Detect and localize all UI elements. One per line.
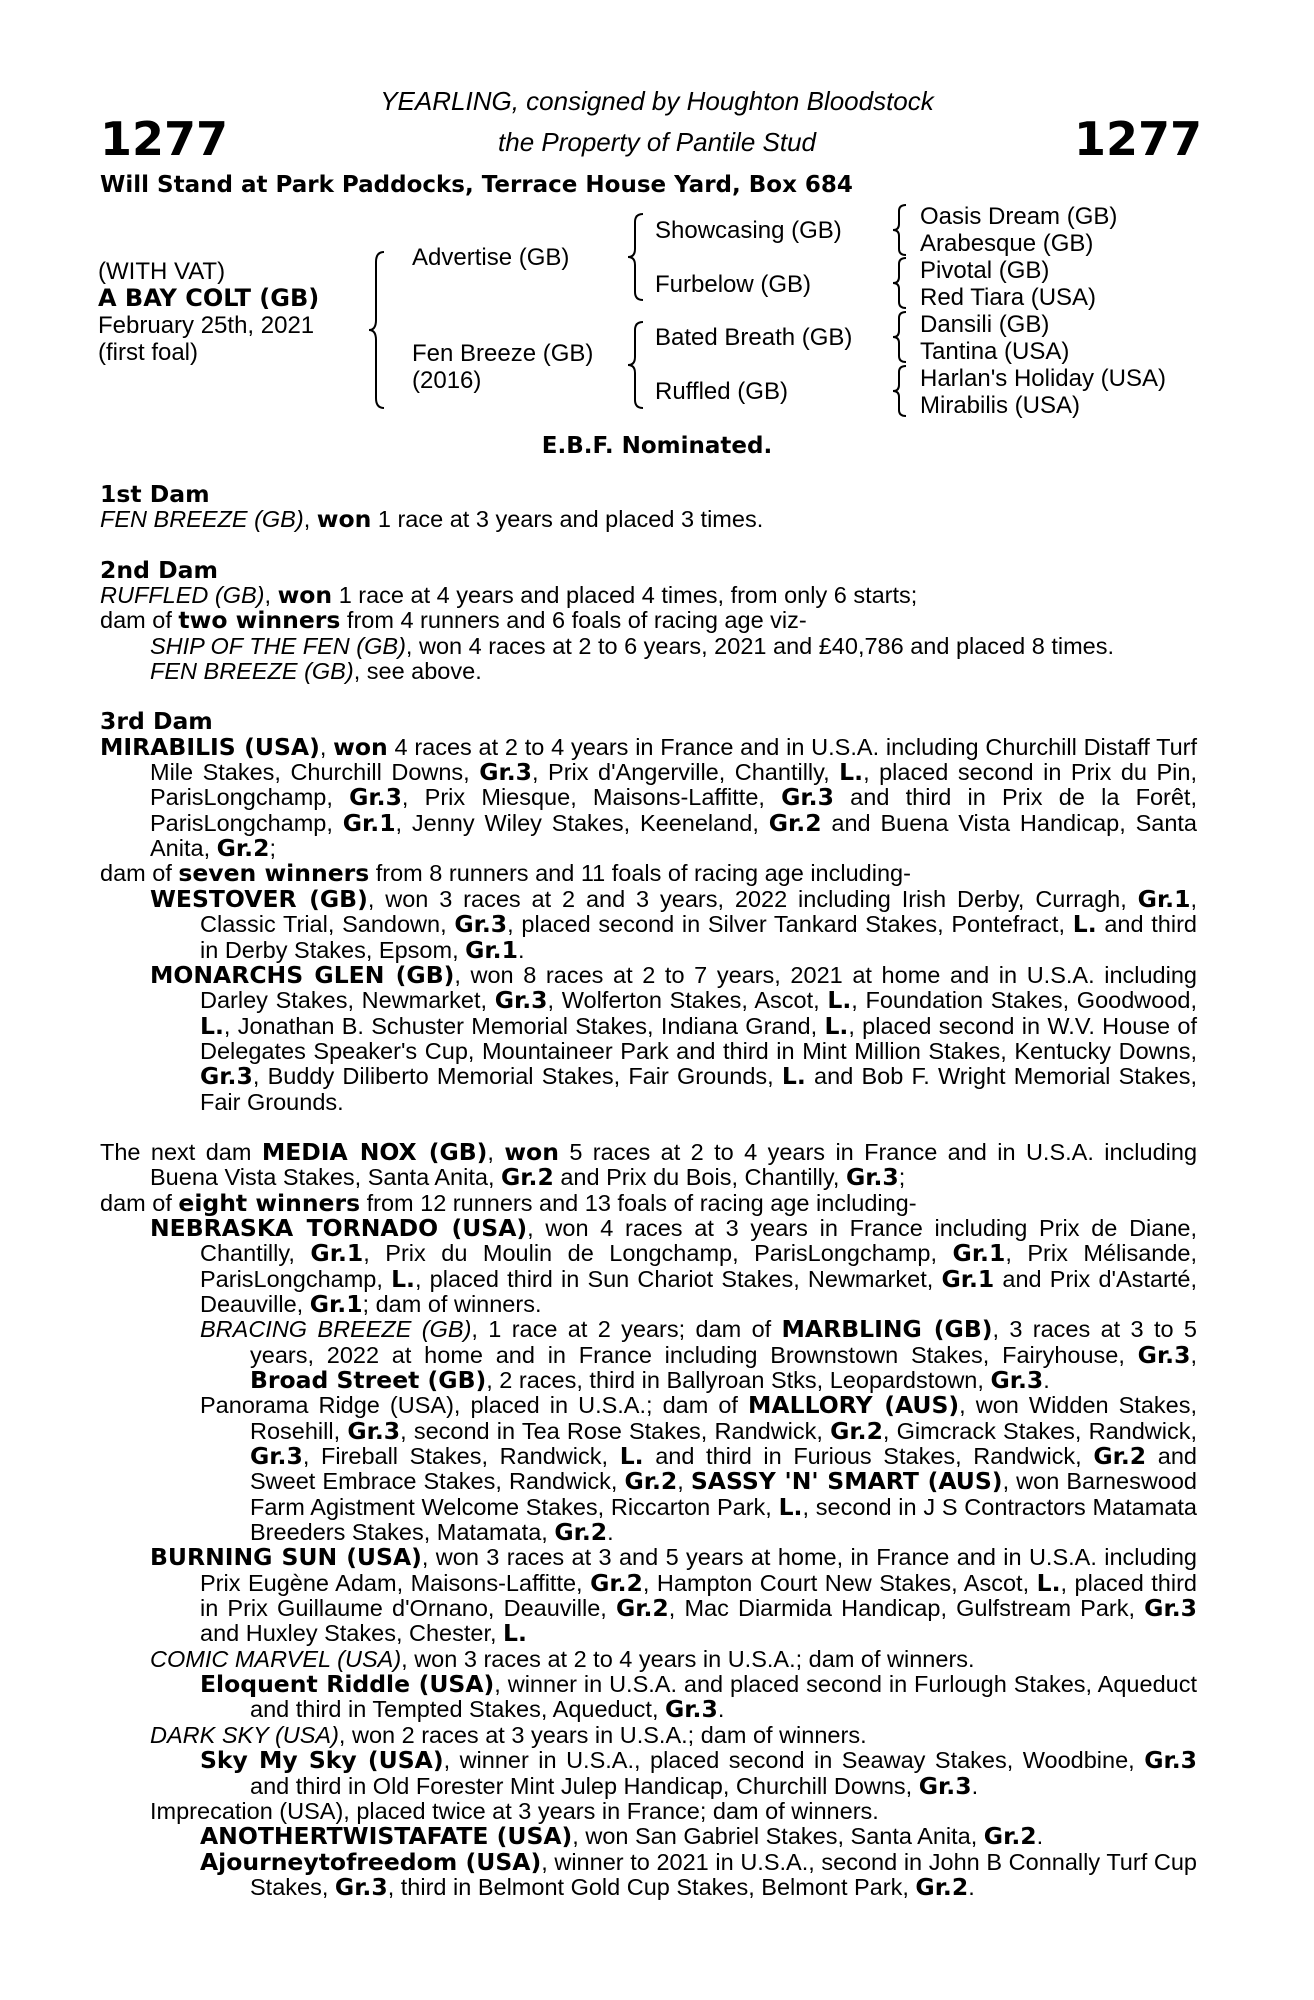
brace-3b	[890, 256, 910, 310]
gen3-2: Arabesque (GB)	[920, 230, 1094, 257]
subject-name: A BAY COLT (GB)	[98, 284, 320, 312]
lot-number-right: 1277	[1073, 112, 1202, 166]
foal-note: (first foal)	[98, 339, 199, 366]
dam-year: (2016)	[412, 367, 482, 394]
produce-anothertwistafate: ANOTHERTWISTAFATE (USA), won San Gabriel Stakes, Santa Anita, Gr.2.	[200, 1822, 1044, 1851]
brace-2a	[625, 212, 647, 302]
first-dam-text: 1 race at 3 years and placed 3 times.	[377, 506, 764, 533]
vat-note: (WITH VAT)	[98, 258, 226, 285]
catalogue-body	[100, 482, 1197, 1900]
sire: Advertise (GB)	[412, 244, 570, 271]
third-dam-produce: dam of seven winners from 8 runners and 11 foals of racing age including-	[100, 859, 911, 888]
produce-westover: WESTOVER (GB), won 3 races at 2 and 3 years, 2022 including Irish Derby, Curragh, Gr.1, Classic Trial, Sandown, Gr.3, placed second in Silver Tankard Stakes, Pontefract, L. and third in Derby Stakes, Epsom, Gr.1.	[150, 884, 1197, 964]
second-dam-heading: 2nd Dam	[100, 555, 218, 584]
produce-panorama-ridge: Panorama Ridge (USA), placed in U.S.A.; dam of MALLORY (AUS), won Widden Stakes, Rosehill, Gr.3, second in Tea Rose Stakes, Randwick, Gr.2, Gimcrack Stakes, Randwick, Gr.3, Fireball Stakes, Randwick, L. and third in Furious Stakes, Randwick, Gr.2 and Sweet Embrace Stakes, Randwick, Gr.2, SASSY 'N' SMART (AUS), won Barneswood Farm Agistment Welcome Stakes, Riccarton Park, L., second in J S Contractors Matamata Breeders Stakes, Matamata, Gr.2.	[200, 1391, 1198, 1547]
stand-location: Will Stand at Park Paddocks, Terrace House Yard, Box 684	[100, 172, 853, 198]
second-dam-name: RUFFLED (GB)	[100, 582, 265, 609]
produce-ship-of-the-fen: SHIP OF THE FEN (GB), won 4 races at 2 to 6 years, 2021 and £40,786 and placed 8 times.	[150, 632, 1114, 659]
second-dam-text: 1 race at 4 years and placed 4 times, from only 6 starts;	[338, 582, 918, 609]
next-dam-entry: The next dam MEDIA NOX (GB), won 5 races at 2 to 4 years in France and in U.S.A. including Buena Vista Stakes, Santa Anita, Gr.2 and Prix du Bois, Chantilly, Gr.3;	[100, 1137, 1198, 1192]
gen3-8: Mirabilis (USA)	[920, 392, 1081, 419]
ebf-nominated: E.B.F. Nominated.	[541, 433, 773, 459]
gen3-3: Pivotal (GB)	[920, 257, 1050, 284]
second-dam-entry: RUFFLED (GB), won 1 race at 4 years and placed 4 times, from only 6 starts;	[100, 581, 918, 610]
third-dam-heading: 3rd Dam	[100, 707, 213, 736]
produce-imprecation: Imprecation (USA), placed twice at 3 years in France; dam of winners.	[150, 1797, 879, 1824]
second-dam-produce: dam of two winners from 4 runners and 6 foals of racing age viz-	[100, 606, 807, 635]
property-line: the Property of Pantile Stud	[498, 127, 816, 157]
produce-burning-sun: BURNING SUN (USA), won 3 races at 3 and 5 years at home, in France and in U.S.A. including Prix Eugène Adam, Maisons-Laffitte, Gr.2, Hampton Court New Stakes, Ascot, L., placed third in Prix Guillaume d'Ornano, Deauville, Gr.2, Mac Diarmida Handicap, Gulfstream Park, Gr.3 and Huxley Stakes, Chester, L.	[150, 1543, 1198, 1648]
produce-bracing-breeze: BRACING BREEZE (GB), 1 race at 2 years; dam of MARBLING (GB), 3 races at 3 to 5 years, 2022 at home and in France including Brownstown Stakes, Fairyhouse, Gr.3, Broad Street (GB), 2 races, third in Ballyroan Stks, Leopardstown, Gr.3.	[200, 1315, 1197, 1394]
first-dam-entry: FEN BREEZE (GB), won 1 race at 3 years and placed 3 times.	[100, 505, 764, 534]
produce-comic-marvel: COMIC MARVEL (USA), won 3 races at 2 to 4 years in U.S.A.; dam of winners.	[150, 1645, 975, 1672]
gen3-5: Dansili (GB)	[920, 311, 1050, 338]
won-label: won	[277, 581, 333, 610]
brace-3d	[890, 364, 910, 418]
produce-monarchs-glen: MONARCHS GLEN (GB), won 8 races at 2 to 7 years, 2021 at home and in U.S.A. including Darley Stakes, Newmarket, Gr.3, Wolferton Stakes, Ascot, L., Foundation Stakes, Goodwood, L., Jonathan B. Schuster Memorial Stakes, Indiana Grand, L., placed second in W.V. House of Delegates Speaker's Cup, Mountaineer Park and third in Mint Million Stakes, Kentucky Downs, Gr.3, Buddy Diliberto Memorial Stakes, Fair Grounds, L. and Bob F. Wright Memorial Stakes, Fair Grounds.	[150, 960, 1198, 1115]
brace-3c	[890, 310, 910, 364]
sire-dam: Furbelow (GB)	[655, 271, 812, 298]
won-label: won	[316, 505, 372, 534]
dam: Fen Breeze (GB)	[412, 340, 594, 367]
produce-ajourneytofreedom: Ajourneytofreedom (USA), winner to 2021 in U.S.A., second in John B Connally Turf Cup Stakes, Gr.3, third in Belmont Gold Cup Stakes, Belmont Park, Gr.2.	[200, 1847, 1197, 1901]
produce-dark-sky: DARK SKY (USA), won 2 races at 3 years in U.S.A.; dam of winners.	[150, 1721, 867, 1748]
brace-3a	[890, 203, 910, 257]
first-dam-heading: 1st Dam	[100, 480, 210, 508]
dam-sire: Bated Breath (GB)	[655, 324, 853, 351]
next-dam-produce: dam of eight winners from 12 runners and 13 foals of racing age including-	[100, 1188, 917, 1217]
produce-sky-my-sky: Sky My Sky (USA), winner in U.S.A., placed second in Seaway Stakes, Woodbine, Gr.3 and third in Old Forester Mint Julep Handicap, Churchill Downs, Gr.3.	[200, 1746, 1197, 1800]
gen3-6: Tantina (USA)	[920, 338, 1070, 365]
date-of-birth: February 25th, 2021	[98, 312, 315, 339]
dam-dam: Ruffled (GB)	[655, 378, 788, 405]
produce-eloquent-riddle: Eloquent Riddle (USA), winner in U.S.A. and placed second in Furlough Stakes, Aqueduct and third in Tempted Stakes, Aqueduct, Gr.3.	[200, 1670, 1197, 1724]
produce-fen-breeze: FEN BREEZE (GB), see above.	[150, 658, 482, 685]
produce-nebraska-tornado: NEBRASKA TORNADO (USA), won 4 races at 3 years in France including Prix de Diane, Chantilly, Gr.1, Prix du Moulin de Longchamp, ParisLongchamp, Gr.1, Prix Mélisande, ParisLongchamp, L., placed third in Sun Chariot Stakes, Newmarket, Gr.1 and Prix d'Astarté, Deauville, Gr.1; dam of winners.	[150, 1213, 1198, 1318]
gen3-4: Red Tiara (USA)	[920, 284, 1097, 311]
lot-number-left: 1277	[100, 112, 229, 166]
first-dam-name: FEN BREEZE (GB)	[100, 506, 304, 533]
consignor-line: YEARLING, consigned by Houghton Bloodstock	[380, 86, 934, 116]
subject-horse	[98, 285, 319, 312]
sire-sire: Showcasing (GB)	[655, 217, 842, 244]
brace-1	[366, 250, 388, 410]
brace-2b	[625, 320, 647, 410]
gen3-7: Harlan's Holiday (USA)	[920, 365, 1166, 392]
third-dam-entry: MIRABILIS (USA), won 4 races at 2 to 4 years in France and in U.S.A. including Churchill Distaff Turf Mile Stakes, Churchill Downs, Gr.3, Prix d'Angerville, Chantilly, L., placed second in Prix du Pin, ParisLongchamp, Gr.3, Prix Miesque, Maisons-Laffitte, Gr.3 and third in Prix de la Forêt, ParisLongchamp, Gr.1, Jenny Wiley Stakes, Keeneland, Gr.2 and Buena Vista Handicap, Santa Anita, Gr.2;	[100, 732, 1198, 863]
gen3-1: Oasis Dream (GB)	[920, 203, 1118, 230]
